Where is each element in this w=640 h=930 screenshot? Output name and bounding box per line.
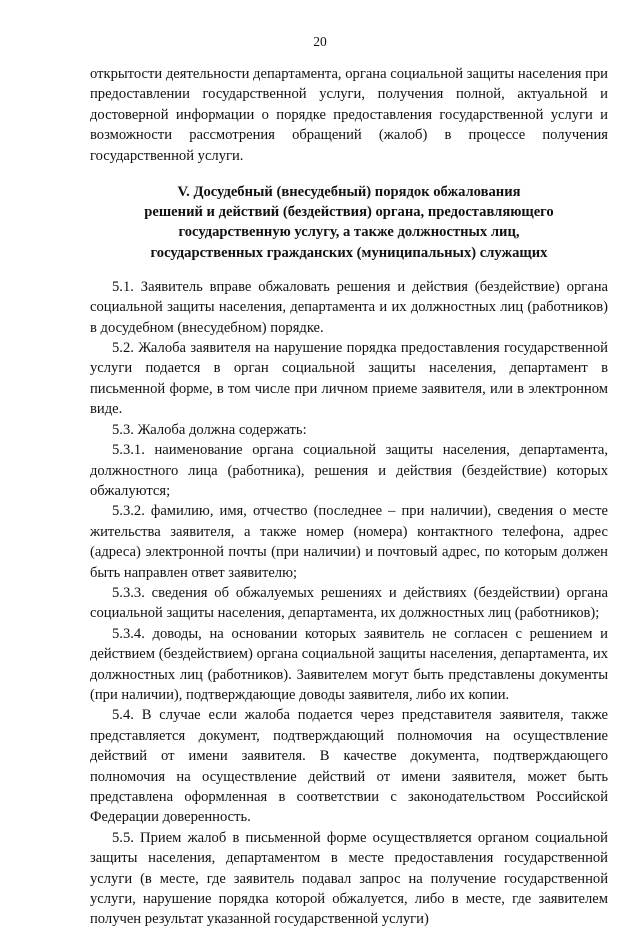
section-heading-line: решений и действий (бездействия) органа, предоставляющего	[144, 204, 554, 221]
section-heading-line: государственную услугу, а также должностных лиц,	[178, 224, 520, 241]
page-number: 20	[313, 34, 327, 49]
paragraph-5-1: 5.1. Заявитель вправе обжаловать решения и действия (бездействие) органа социальной защиты населения, департамента и их должностных лиц (работников) в досудебном (внесудебном) порядке.	[90, 278, 608, 336]
section-heading-line: государственных гражданских (муниципальных) служащих	[150, 244, 548, 261]
paragraph-5-3-2: 5.3.2. фамилию, имя, отчество (последнее – при наличии), сведения о месте жительства заявителя, а также номер (номера) контактного телефона, адрес (адреса) электронной почты (при наличии) и почтовый адрес, по которым должен быть направлен ответ заявителю;	[90, 503, 608, 581]
intro-paragraph: открытости деятельности департамента, органа социальной защиты населения при предоставлении государственной услуги, получения полной, актуальной и достоверной информации о порядке предоставления государственной услуги и возможности рассмотрения обращений (жалоб) в процессе получения государственной услуги.	[90, 66, 608, 164]
paragraph-5-3-1: 5.3.1. наименование органа социальной защиты населения, департамента, должностного лица (работника), решения и действия (бездействие) которых обжалуются;	[90, 442, 608, 499]
document-body	[90, 64, 608, 930]
paragraph-5-3: 5.3. Жалоба должна содержать:	[112, 421, 307, 438]
section-heading-line: V. Досудебный (внесудебный) порядок обжалования	[177, 184, 521, 201]
paragraph-5-2: 5.2. Жалоба заявителя на нарушение порядка предоставления государственной услуги подается в орган социальной защиты населения, департамент в письменной форме, в том числе при личном приеме заявителя, или в электронном виде.	[90, 340, 608, 418]
section-heading	[90, 182, 608, 263]
paragraph-5-5: 5.5. Прием жалоб в письменной форме осуществляется органом социальной защиты населения, департаментом в месте предоставления государственной услуги (в месте, где заявитель подавал запрос на получение государственной услуги, нарушение порядка которой обжалуется, либо в месте, где заявителем получен результат указанной государственной услуги)	[90, 829, 608, 928]
paragraph-5-3-3: 5.3.3. сведения об обжалуемых решениях и действиях (бездействии) органа социальной защиты населения, департамента, их должностных лиц (работников);	[90, 584, 608, 622]
paragraph-5-3-4: 5.3.4. доводы, на основании которых заявитель не согласен с решением и действием (бездействием) органа социальной защиты населения, департамента, их должностных лиц (работников). Заявителем могут быть представлены документы (при наличии), подтверждающие доводы заявителя, либо их копии.	[90, 625, 608, 703]
paragraph-5-4: 5.4. В случае если жалоба подается через представителя заявителя, также представляется документ, подтверждающий полномочия на осуществление действий от имени заявителя. В качестве документа, подтверждающего полномочия на осуществление действий от имени заявителя, может быть представлена оформленная в соответствии с законодательством Российской Федерации доверенность.	[90, 707, 608, 826]
